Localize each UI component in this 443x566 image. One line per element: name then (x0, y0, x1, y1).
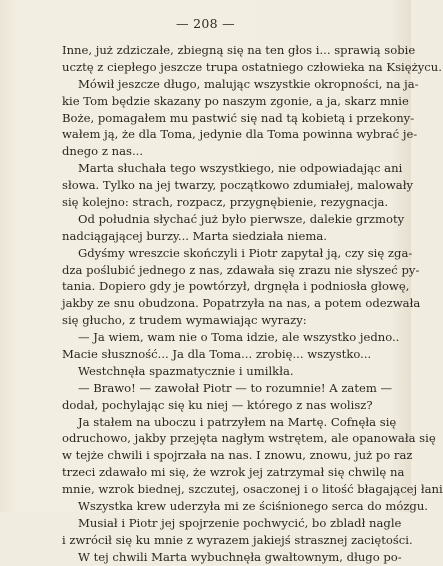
text-line: Westchnęła spazmatycznie i umilkła. (78, 363, 294, 378)
text-line: Ja stałem na uboczu i patrzyłem na Martę. Cofnęła się (78, 414, 397, 429)
text-line: nadciągającej burzy... Marta siedziała niema. (62, 228, 327, 243)
text-line: tania. Dopiero gdy je powtórzył, drgnęła i podniosła głowę, (62, 279, 410, 294)
text-line: kie Tom będzie skazany po naszym zgonie, a ja, skarz mnie (62, 93, 409, 108)
text-line: jakby ze snu obudzona. Popatrzyła na nas, a potem odezwała (62, 296, 421, 311)
text-line: — Ja wiem, wam nie o Toma idzie, ale wszystko jedno.. (78, 330, 400, 345)
body-text (62, 42, 443, 566)
text-line: i zwrócił się ku mnie z wyrazem jakiejś strasznej zaciętości. (62, 532, 413, 547)
text-line: się głucho, z trudem wymawiając wyrazy: (62, 313, 307, 328)
text-line: — Brawo! — zawołał Piotr — to rozumnie! A zatem — (78, 380, 393, 395)
text-line: trzeci zdawało mi się, że wzrok jej zatrzymał się chwilę na (62, 465, 405, 480)
text-line: słowa. Tylko na jej twarzy, początkowo zdumiałej, malowały (62, 178, 414, 193)
text-line: ucztę z ciepłego jeszcze trupa ostatniego człowieka na Księżycu. (62, 59, 442, 74)
text-line: Musiał i Piotr jej spojrzenie pochwycić, bo zbladł nagle (78, 515, 402, 530)
text-line: dodał, pochylając się ku niej — którego z nas wolisz? (62, 397, 373, 412)
page-number: — 208 — (176, 16, 235, 31)
text-line: Wszystka krew uderzyła mi ze ściśnionego serca do mózgu. (78, 499, 428, 514)
text-line: Macie słuszność... Ja dla Toma... zrobię... wszystko... (62, 347, 372, 362)
text-line: wałem ją, że dla Toma, jedynie dla Toma powinna wybrać je- (62, 127, 418, 142)
text-line: dza poślubić jednego z nas, zdawała się zrazu nie słyszeć py- (62, 262, 420, 277)
text-line: Mówił jeszcze długo, malując wszystkie okropności, na ja- (78, 76, 419, 91)
text-line: Od południa słychać już było pierwsze, dalekie grzmoty (78, 211, 405, 226)
text-line: Boże, pomagałem mu pastwić się nad tą kobietą i przekony- (62, 110, 415, 125)
text-line: odruchowo, jakby przejęta nagłym wstrętem, ale opanowała się (62, 431, 436, 446)
text-line: Marta słuchała tego wszystkiego, nie odpowiadając ani (78, 161, 403, 176)
text-line: w tejże chwili i spojrzała na nas. I znowu, znowu, już po raz (62, 448, 413, 463)
text-line: Gdyśmy wreszcie skończyli i Piotr zapytał ją, czy się zga- (78, 245, 413, 260)
text-line: mnie, wzrok biednej, szczutej, osaczonej i o litość błagającej łani (62, 482, 443, 497)
text-line: dnego z nas... (62, 144, 144, 159)
text-line: Inne, już zdziczałe, zbiegną się na ten głos i... sprawią sobie (62, 43, 416, 57)
text-line: W tej chwili Marta wybuchnęła gwałtownym, długo po- (78, 549, 402, 564)
text-line: się kolejno: strach, rozpacz, przygnębienie, rezygnacja. (62, 195, 389, 210)
